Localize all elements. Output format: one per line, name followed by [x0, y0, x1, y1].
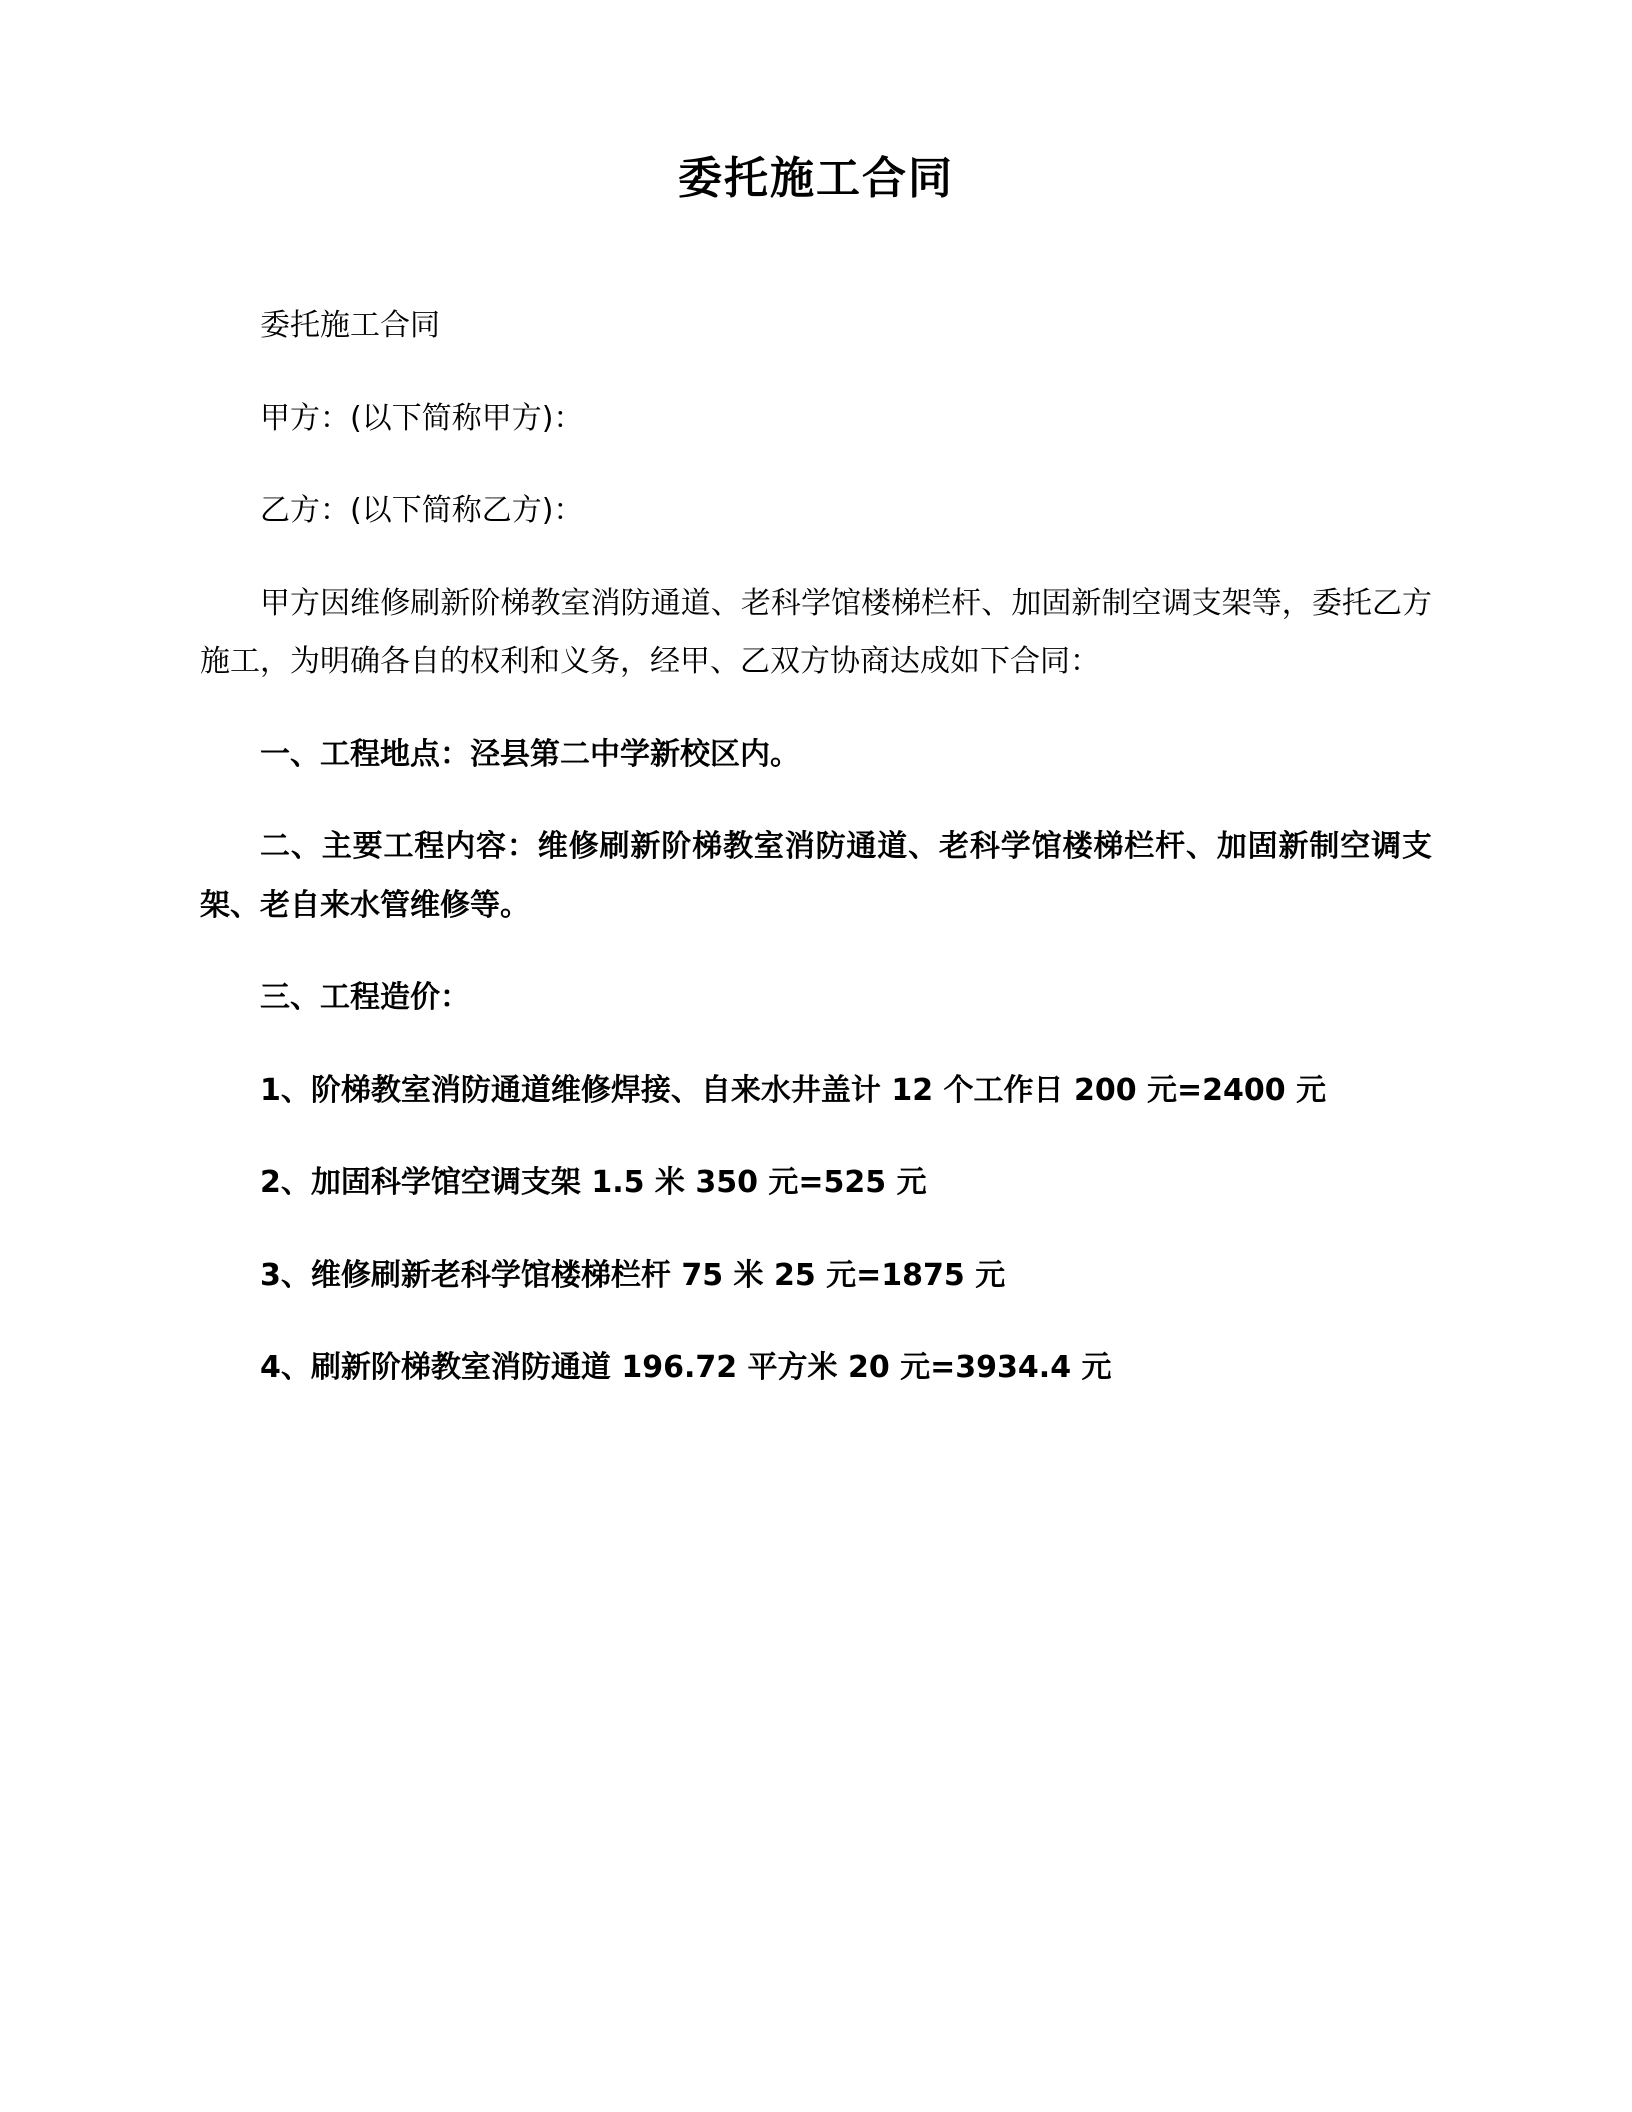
paragraph-clause-2-scope: 二、主要工程内容：维修刷新阶梯教室消防通道、老科学馆楼梯栏杆、加固新制空调支架、老自来水管维修等。 [200, 829, 1432, 923]
paragraph-subtitle: 委托施工合同 [260, 308, 440, 344]
paragraph-clause-3-cost: 三、工程造价： [260, 980, 470, 1016]
page-title: 委托施工合同 [678, 153, 954, 204]
paragraph-cost-item-3: 3、维修刷新老科学馆楼梯栏杆 75 米 25 元=1875 元 [260, 1257, 1006, 1293]
paragraph-preamble: 甲方因维修刷新阶梯教室消防通道、老科学馆楼梯栏杆、加固新制空调支架等，委托乙方施工，为明确各自的权利和义务，经甲、乙双方协商达成如下合同： [200, 585, 1432, 680]
paragraph-cost-item-1: 1、阶梯教室消防通道维修焊接、自来水井盖计 12 个工作日 200 元=2400 元 [260, 1072, 1327, 1108]
paragraph-cost-item-2: 2、加固科学馆空调支架 1.5 米 350 元=525 元 [260, 1165, 927, 1201]
paragraph-clause-1-location: 一、工程地点：泾县第二中学新校区内。 [260, 736, 800, 772]
paragraph-party-a: 甲方：(以下简称甲方)： [260, 400, 584, 436]
paragraph-cost-item-4: 4、刷新阶梯教室消防通道 196.72 平方米 20 元=3934.4 元 [260, 1350, 1112, 1386]
paragraph-party-b: 乙方：(以下简称乙方)： [260, 493, 584, 529]
